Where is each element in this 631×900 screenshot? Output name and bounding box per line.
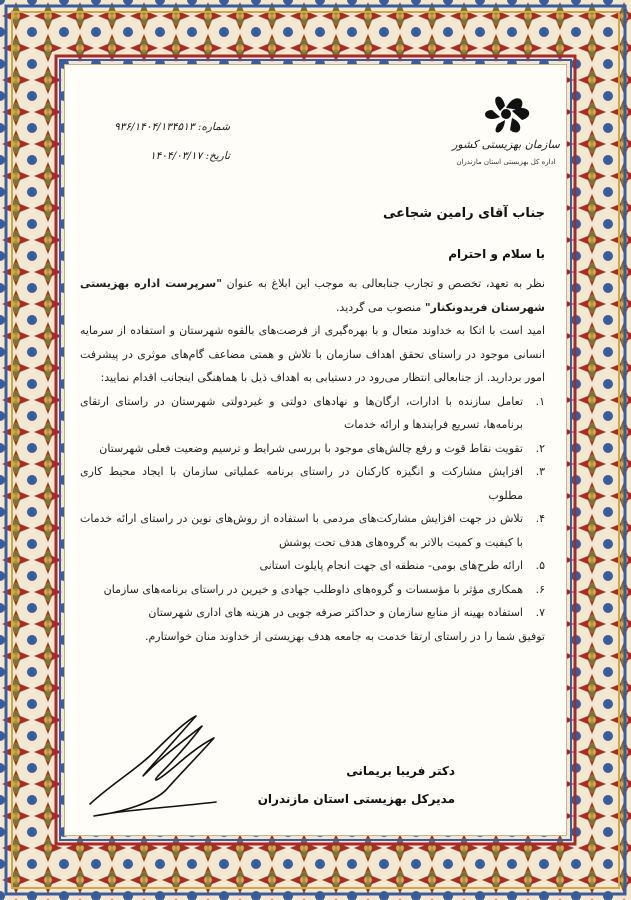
flower-logo-icon — [471, 90, 541, 136]
org-name: سازمان بهزیستی کشور — [452, 138, 560, 151]
list-item: ۳. افزایش مشارکت و انگیزه کارکنان در راستای برنامه عملیاتی سازمان با ایجاد محیط کاری مطلوب — [80, 465, 545, 502]
recipient-line: جناب آقای رامین شجاعی — [382, 206, 545, 221]
number-value: ۹۳۶/۱۴۰۴/۱۳۴۵۱۳ — [114, 121, 195, 133]
list-item: ۱. تعامل سازنده با ادارات، ارگان‌ها و نهادهای دولتی و غیردولتی شهرستان در راستای ارتقای برنامه‌ها، تسریع فرایندها و ارائه خدمات — [80, 394, 545, 431]
date-label: تاریخ: — [205, 150, 230, 162]
signer-title: مدیرکل بهزیستی استان مازندران — [257, 792, 455, 806]
signer-name: دکتر فریبا بریمانی — [346, 764, 455, 778]
hope-paragraph: امید است با اتکا به خداوند متعال و با بهره‌گیری از فرصت‌های بالقوه شهرستان و استفاده از سرمایه انسانی موجود در راستای تحقق اهداف سازمان با تلاش و همتی مضاعف گام‌های موثری در پیشرفت امور بردارید. از جنابعالی انتظار می‌رود در دستیابی به اهداف ذیل با هماهنگی اینجانب اقدام نمایید: — [80, 324, 545, 384]
list-item: ۲. تقویت نقاط قوت و رفع چالش‌های موجود با بررسی شرایط و ترسیم وضعیت فعلی شهرستان — [99, 441, 545, 455]
list-item: ۵. ارائه طرح‌های بومی- منطقه ای جهت انجام پایلوت استانی — [259, 559, 545, 572]
greeting-line: با سلام و احترام — [448, 247, 545, 261]
handwritten-signature — [84, 712, 224, 824]
list-item: ۴. تلاش در جهت افزایش مشارکت‌های مردمی با استفاده از روش‌های نوین در راستای ارائه خدمات با کیفیت و کمیت بالاتر به گروه‌های هدف تحت پوشش — [80, 512, 545, 549]
letter-body — [80, 272, 545, 648]
list-item: ۷. استفاده بهینه از منابع سازمان و حداکثر صرفه جویی در هزینه های اداری شهرستان — [148, 606, 545, 619]
intro-paragraph: نظر به تعهد، تخصص و تجارب جنابعالی به موجب این ابلاغ به عنوان "سرپرست اداره بهزیستی شهرستان فریدونکنار" منصوب می گردید. — [80, 277, 545, 314]
letter-date — [80, 150, 230, 162]
list-item: ۶. همکاری مؤثر با مؤسسات و گروه‌های داوطلب جهادی و خیرین در راستای برنامه‌های سازمان — [103, 582, 545, 596]
org-subname: اداره کل بهزیستی استان مازندران — [456, 158, 556, 166]
goals-list — [80, 390, 545, 625]
closing-paragraph: توفیق شما را در راستای ارتقا خدمت به جامعه هدف بهزیستی از خداوند منان خواستارم. — [144, 629, 545, 643]
appointment-title: "سرپرست اداره بهزیستی شهرستان فریدونکنار" — [80, 277, 545, 314]
number-label: شماره: — [197, 121, 230, 133]
date-value: ۱۴۰۴/۰۳/۱۷ — [150, 150, 203, 162]
letter-number — [80, 121, 230, 133]
